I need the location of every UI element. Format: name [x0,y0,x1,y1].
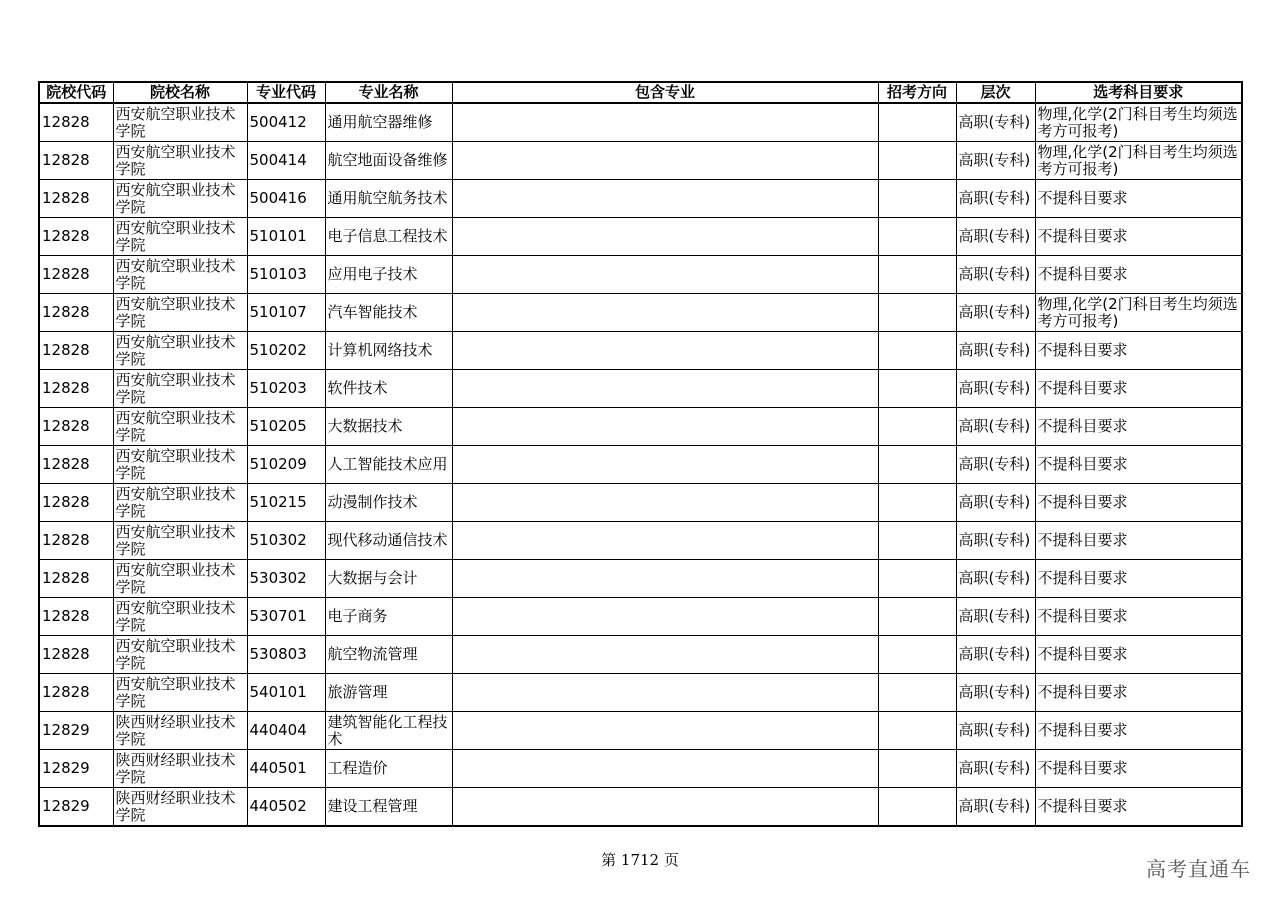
school-name-cell [113,674,247,712]
exam-direction-cell [878,294,956,332]
major-name-cell [325,522,452,560]
table-row [39,788,1242,827]
included-majors-cell [452,142,878,180]
school-code-cell-text: 12828 [42,645,90,663]
level-cell-text: 高职(专科) [958,797,1031,815]
exam-direction-cell [878,142,956,180]
subject-requirements-cell [1035,522,1242,560]
major-code-cell [247,332,325,370]
exam-direction-cell [878,712,956,750]
school-name-cell-text: 陕西财经职业技术学院 [115,788,236,824]
level-cell [956,788,1035,827]
school-name-cell [113,598,247,636]
major-code-cell [247,256,325,294]
level-cell [956,712,1035,750]
included-majors-cell [452,218,878,256]
school-name-cell-text: 西安航空职业技术学院 [115,598,236,634]
school-code-cell-text: 12828 [42,531,90,549]
school-name-cell-text: 西安航空职业技术学院 [115,408,236,444]
table-row [39,408,1242,446]
subject-requirements-cell [1035,712,1242,750]
major-code-cell [247,370,325,408]
table-row [39,560,1242,598]
school-name-cell-text: 西安航空职业技术学院 [115,180,236,216]
school-name-cell [113,788,247,827]
included-majors-cell [452,674,878,712]
school-code-cell-text: 12828 [42,113,90,131]
major-name-cell [325,484,452,522]
subject-requirements-cell-text: 不提科目要求 [1037,493,1128,511]
exam-direction-cell [878,560,956,598]
school-name-cell-text: 西安航空职业技术学院 [115,636,236,672]
major-name-cell-text: 旅游管理 [327,683,388,701]
major-code-cell [247,218,325,256]
major-code-cell [247,484,325,522]
level-cell [956,370,1035,408]
school-code-cell [39,484,113,522]
exam-direction-cell [878,370,956,408]
included-majors-cell [452,446,878,484]
major-code-cell-text: 510209 [249,455,307,473]
level-cell [956,560,1035,598]
major-name-cell [325,370,452,408]
major-name-cell-text: 动漫制作技术 [327,493,418,511]
subject-requirements-cell [1035,256,1242,294]
major-code-cell [247,598,325,636]
exam-direction-cell [878,636,956,674]
table-row [39,180,1242,218]
table-row [39,636,1242,674]
school-code-cell [39,370,113,408]
admissions-table [38,81,1243,827]
school-code-cell-text: 12828 [42,227,90,245]
major-name-cell [325,332,452,370]
exam-direction-cell [878,788,956,827]
level-cell-text: 高职(专科) [958,645,1031,663]
subject-requirements-cell [1035,484,1242,522]
major-code-cell [247,750,325,788]
subject-requirements-cell-text: 不提科目要求 [1037,569,1128,587]
school-code-cell-text: 12828 [42,607,90,625]
major-code-cell [247,446,325,484]
school-code-cell [39,560,113,598]
major-code-cell [247,674,325,712]
major-name-cell-text: 大数据与会计 [327,569,418,587]
table-row [39,294,1242,332]
major-name-cell-text: 人工智能技术应用 [327,455,448,473]
header-included-majors: 包含专业 [452,82,878,103]
school-name-cell-text: 西安航空职业技术学院 [115,446,236,482]
school-name-cell [113,370,247,408]
exam-direction-cell [878,598,956,636]
included-majors-cell [452,408,878,446]
school-code-cell [39,142,113,180]
included-majors-cell [452,370,878,408]
exam-direction-cell [878,218,956,256]
major-code-cell [247,522,325,560]
table-row [39,218,1242,256]
school-name-cell-text: 陕西财经职业技术学院 [115,750,236,786]
major-name-cell-text: 建筑智能化工程技术 [327,712,448,748]
school-name-cell [113,484,247,522]
header-major-code: 专业代码 [247,82,325,103]
major-code-cell-text: 500414 [249,151,307,169]
major-code-cell [247,180,325,218]
major-code-cell-text: 500412 [249,113,307,131]
included-majors-cell [452,294,878,332]
school-code-cell-text: 12828 [42,683,90,701]
major-code-cell [247,408,325,446]
major-name-cell-text: 通用航空航务技术 [327,189,448,207]
school-name-cell-text: 西安航空职业技术学院 [115,484,236,520]
major-name-cell [325,712,452,750]
school-code-cell [39,750,113,788]
table-row [39,256,1242,294]
subject-requirements-cell-text: 物理,化学(2门科目考生均须选考方可报考) [1037,104,1238,140]
school-name-cell [113,446,247,484]
table-body [39,103,1242,826]
major-code-cell-text: 440404 [249,721,307,739]
table-row [39,712,1242,750]
exam-direction-cell [878,484,956,522]
level-cell-text: 高职(专科) [958,607,1031,625]
major-code-cell-text: 510202 [249,341,307,359]
school-code-cell-text: 12828 [42,341,90,359]
table-row [39,674,1242,712]
school-name-cell-text: 西安航空职业技术学院 [115,332,236,368]
exam-direction-cell [878,180,956,218]
level-cell [956,598,1035,636]
major-name-cell [325,674,452,712]
subject-requirements-cell-text: 不提科目要求 [1037,607,1128,625]
level-cell-text: 高职(专科) [958,265,1031,283]
included-majors-cell [452,332,878,370]
school-code-cell [39,103,113,142]
major-name-cell [325,636,452,674]
school-code-cell [39,294,113,332]
school-code-cell [39,332,113,370]
subject-requirements-cell-text: 不提科目要求 [1037,797,1128,815]
subject-requirements-cell [1035,332,1242,370]
major-name-cell-text: 工程造价 [327,759,388,777]
school-code-cell [39,180,113,218]
school-name-cell [113,180,247,218]
school-name-cell-text: 西安航空职业技术学院 [115,104,236,140]
school-code-cell-text: 12828 [42,303,90,321]
subject-requirements-cell-text: 不提科目要求 [1037,645,1128,663]
included-majors-cell [452,750,878,788]
major-name-cell [325,256,452,294]
level-cell [956,103,1035,142]
subject-requirements-cell [1035,218,1242,256]
major-name-cell [325,218,452,256]
level-cell-text: 高职(专科) [958,455,1031,473]
table-header-row [39,82,1242,103]
school-name-cell [113,522,247,560]
school-name-cell [113,408,247,446]
school-name-cell-text: 西安航空职业技术学院 [115,560,236,596]
major-name-cell-text: 航空物流管理 [327,645,418,663]
major-code-cell [247,636,325,674]
school-code-cell [39,218,113,256]
major-name-cell [325,180,452,218]
school-name-cell-text: 西安航空职业技术学院 [115,674,236,710]
header-subject-requirements: 选考科目要求 [1035,82,1242,103]
subject-requirements-cell-text: 不提科目要求 [1037,531,1128,549]
major-code-cell [247,142,325,180]
subject-requirements-cell [1035,294,1242,332]
table-row [39,446,1242,484]
level-cell [956,750,1035,788]
school-code-cell-text: 12828 [42,417,90,435]
major-code-cell-text: 530701 [249,607,307,625]
table-row [39,142,1242,180]
subject-requirements-cell [1035,560,1242,598]
subject-requirements-cell-text: 不提科目要求 [1037,189,1128,207]
level-cell-text: 高职(专科) [958,151,1031,169]
major-name-cell-text: 汽车智能技术 [327,303,418,321]
included-majors-cell [452,103,878,142]
level-cell [956,256,1035,294]
header-major-name: 专业名称 [325,82,452,103]
school-name-cell [113,294,247,332]
school-name-cell-text: 西安航空职业技术学院 [115,370,236,406]
level-cell-text: 高职(专科) [958,303,1031,321]
exam-direction-cell [878,522,956,560]
included-majors-cell [452,180,878,218]
major-code-cell-text: 530302 [249,569,307,587]
major-name-cell-text: 现代移动通信技术 [327,531,448,549]
level-cell-text: 高职(专科) [958,569,1031,587]
school-code-cell-text: 12828 [42,265,90,283]
exam-direction-cell [878,408,956,446]
school-code-cell-text: 12828 [42,493,90,511]
included-majors-cell [452,788,878,827]
subject-requirements-cell-text: 不提科目要求 [1037,721,1128,739]
subject-requirements-cell-text: 不提科目要求 [1037,683,1128,701]
major-code-cell-text: 510203 [249,379,307,397]
subject-requirements-cell-text: 不提科目要求 [1037,341,1128,359]
level-cell [956,332,1035,370]
major-name-cell-text: 电子信息工程技术 [327,227,448,245]
school-code-cell [39,674,113,712]
table-row [39,103,1242,142]
major-name-cell [325,103,452,142]
level-cell-text: 高职(专科) [958,683,1031,701]
exam-direction-cell [878,256,956,294]
included-majors-cell [452,484,878,522]
school-name-cell-text: 陕西财经职业技术学院 [115,712,236,748]
school-code-cell [39,636,113,674]
major-name-cell [325,598,452,636]
major-code-cell-text: 510205 [249,417,307,435]
subject-requirements-cell-text: 物理,化学(2门科目考生均须选考方可报考) [1037,142,1238,178]
major-code-cell [247,712,325,750]
included-majors-cell [452,522,878,560]
major-name-cell [325,142,452,180]
table-row [39,750,1242,788]
major-code-cell-text: 440501 [249,759,307,777]
school-code-cell [39,522,113,560]
subject-requirements-cell [1035,674,1242,712]
level-cell-text: 高职(专科) [958,721,1031,739]
subject-requirements-cell [1035,408,1242,446]
major-code-cell-text: 530803 [249,645,307,663]
school-code-cell [39,598,113,636]
level-cell [956,636,1035,674]
school-name-cell-text: 西安航空职业技术学院 [115,142,236,178]
major-code-cell [247,294,325,332]
school-name-cell [113,256,247,294]
major-name-cell [325,294,452,332]
level-cell-text: 高职(专科) [958,493,1031,511]
major-code-cell [247,103,325,142]
exam-direction-cell [878,446,956,484]
school-name-cell [113,560,247,598]
subject-requirements-cell [1035,750,1242,788]
subject-requirements-cell [1035,788,1242,827]
subject-requirements-cell [1035,142,1242,180]
level-cell [956,408,1035,446]
exam-direction-cell [878,332,956,370]
level-cell [956,446,1035,484]
subject-requirements-cell [1035,598,1242,636]
level-cell-text: 高职(专科) [958,531,1031,549]
level-cell [956,674,1035,712]
major-name-cell-text: 计算机网络技术 [327,341,433,359]
level-cell [956,180,1035,218]
subject-requirements-cell-text: 物理,化学(2门科目考生均须选考方可报考) [1037,294,1238,330]
included-majors-cell [452,560,878,598]
major-name-cell [325,788,452,827]
school-name-cell-text: 西安航空职业技术学院 [115,256,236,292]
subject-requirements-cell-text: 不提科目要求 [1037,265,1128,283]
school-code-cell-text: 12828 [42,379,90,397]
major-code-cell-text: 510107 [249,303,307,321]
table-row [39,332,1242,370]
header-school-code: 院校代码 [39,82,113,103]
major-name-cell-text: 通用航空器维修 [327,113,433,131]
school-code-cell-text: 12829 [42,797,90,815]
school-name-cell [113,636,247,674]
level-cell-text: 高职(专科) [958,759,1031,777]
major-code-cell-text: 500416 [249,189,307,207]
major-name-cell-text: 软件技术 [327,379,388,397]
major-name-cell-text: 应用电子技术 [327,265,418,283]
exam-direction-cell [878,103,956,142]
exam-direction-cell [878,674,956,712]
major-code-cell-text: 510103 [249,265,307,283]
subject-requirements-cell [1035,180,1242,218]
header-level: 层次 [956,82,1035,103]
level-cell [956,142,1035,180]
school-name-cell [113,332,247,370]
school-code-cell-text: 12828 [42,569,90,587]
level-cell-text: 高职(专科) [958,417,1031,435]
table-row [39,484,1242,522]
subject-requirements-cell [1035,103,1242,142]
school-name-cell-text: 西安航空职业技术学院 [115,522,236,558]
subject-requirements-cell-text: 不提科目要求 [1037,417,1128,435]
major-code-cell [247,788,325,827]
school-code-cell-text: 12828 [42,151,90,169]
level-cell [956,522,1035,560]
header-exam-direction: 招考方向 [878,82,956,103]
level-cell [956,484,1035,522]
school-code-cell-text: 12829 [42,721,90,739]
table-row [39,598,1242,636]
school-code-cell [39,256,113,294]
school-code-cell-text: 12828 [42,455,90,473]
major-code-cell-text: 510101 [249,227,307,245]
level-cell [956,294,1035,332]
subject-requirements-cell [1035,636,1242,674]
major-code-cell-text: 510215 [249,493,307,511]
school-name-cell-text: 西安航空职业技术学院 [115,218,236,254]
included-majors-cell [452,256,878,294]
watermark-logo-text: 高考直通车 [1146,857,1251,881]
major-name-cell [325,560,452,598]
level-cell-text: 高职(专科) [958,113,1031,131]
school-name-cell [113,712,247,750]
subject-requirements-cell-text: 不提科目要求 [1037,455,1128,473]
level-cell [956,218,1035,256]
included-majors-cell [452,636,878,674]
major-name-cell [325,750,452,788]
school-name-cell [113,103,247,142]
table-row [39,522,1242,560]
major-code-cell [247,560,325,598]
subject-requirements-cell-text: 不提科目要求 [1037,227,1128,245]
school-code-cell [39,446,113,484]
major-code-cell-text: 540101 [249,683,307,701]
school-name-cell [113,218,247,256]
table-row [39,370,1242,408]
school-name-cell-text: 西安航空职业技术学院 [115,294,236,330]
major-name-cell-text: 航空地面设备维修 [327,151,448,169]
school-code-cell [39,788,113,827]
school-code-cell-text: 12828 [42,189,90,207]
major-name-cell-text: 建设工程管理 [327,797,418,815]
school-name-cell [113,750,247,788]
major-code-cell-text: 440502 [249,797,307,815]
school-code-cell [39,408,113,446]
major-name-cell [325,446,452,484]
subject-requirements-cell [1035,446,1242,484]
level-cell-text: 高职(专科) [958,227,1031,245]
school-name-cell [113,142,247,180]
school-code-cell-text: 12829 [42,759,90,777]
subject-requirements-cell [1035,370,1242,408]
header-school-name: 院校名称 [113,82,247,103]
major-name-cell [325,408,452,446]
included-majors-cell [452,712,878,750]
included-majors-cell [452,598,878,636]
major-name-cell-text: 电子商务 [327,607,388,625]
level-cell-text: 高职(专科) [958,189,1031,207]
subject-requirements-cell-text: 不提科目要求 [1037,759,1128,777]
major-code-cell-text: 510302 [249,531,307,549]
subject-requirements-cell-text: 不提科目要求 [1037,379,1128,397]
level-cell-text: 高职(专科) [958,379,1031,397]
page-number: 第 1712 页 [601,851,679,869]
exam-direction-cell [878,750,956,788]
major-name-cell-text: 大数据技术 [327,417,403,435]
school-code-cell [39,712,113,750]
level-cell-text: 高职(专科) [958,341,1031,359]
